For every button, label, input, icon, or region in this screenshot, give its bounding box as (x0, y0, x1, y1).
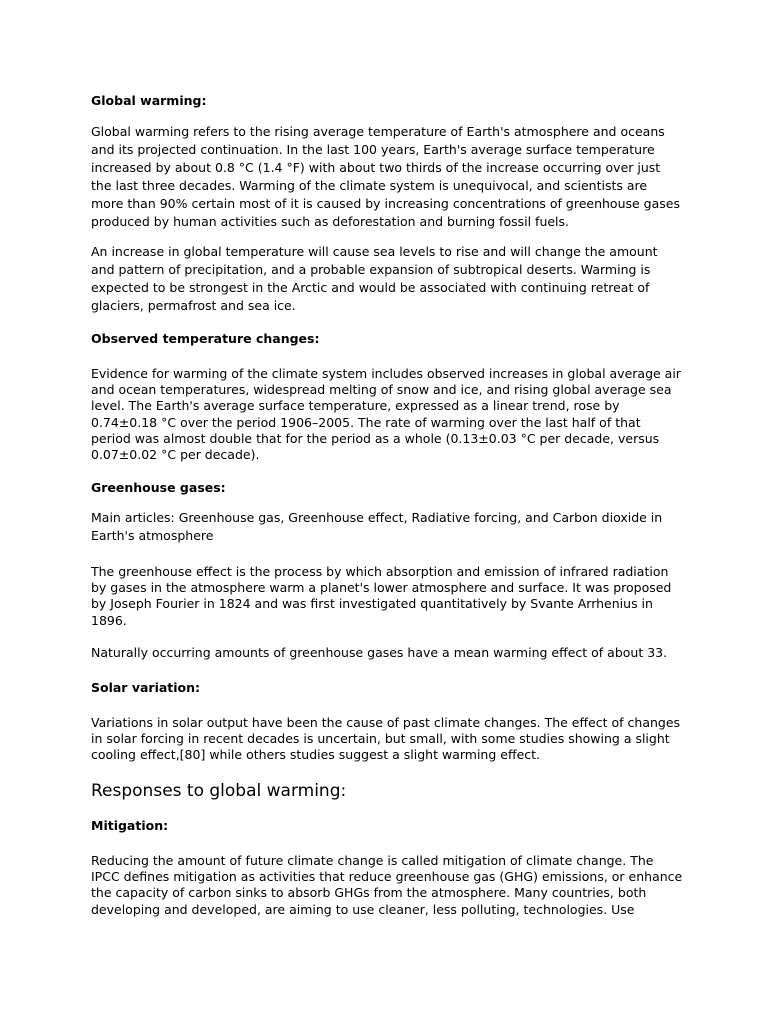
paragraph-greenhouse-natural: Naturally occurring amounts of greenhouse gases have a mean warming effect of about 33. (91, 645, 668, 660)
paragraph-mitigation: Reducing the amount of future climate change is called mitigation of climate change. The IPCC defines mitigation as activities that reduce greenhouse gas (GHG) emissions, or enhance the capacity of carbon sinks to absorb GHGs from the atmosphere. Many countries, both developing and developed, are aiming to use cleaner, less polluting, technologies. Use (91, 853, 683, 917)
heading-global-warming: Global warming: (91, 93, 207, 108)
paragraph-greenhouse-effect: The greenhouse effect is the process by which absorption and emission of infrared radiation by gases in the atmosphere warm a planet's lower atmosphere and surface. It was proposed by Joseph Fourier in 1824 and was first investigated quantitatively by Svante Arrhenius in 1896. (91, 564, 672, 628)
paragraph-global-warming-effects: An increase in global temperature will cause sea levels to rise and will change the amount and pattern of precipitation, and a probable expansion of subtropical deserts. Warming is expected to be strongest in the Arctic and would be associated with continuing retreat of glaciers, permafrost and sea ice. (91, 244, 658, 313)
paragraph-solar-variation: Variations in solar output have been the cause of past climate changes. The effect of changes in solar forcing in recent decades is uncertain, but small, with some studies showing a slight cooling effect,[80] while others studies suggest a slight warming effect. (91, 715, 681, 763)
paragraph-observed-temperature: Evidence for warming of the climate system includes observed increases in global average air and ocean temperatures, widespread melting of snow and ice, and rising global average sea level. The Earth's average surface temperature, expressed as a linear trend, rose by 0.74±0.18 °C over the period 1906–2005. The rate of warming over the last half of that period was almost double that for the period as a whole (0.13±0.03 °C per decade, versus 0.07±0.02 °C per decade). (91, 366, 681, 463)
heading-greenhouse-gases: Greenhouse gases: (91, 480, 226, 495)
paragraph-global-warming-intro: Global warming refers to the rising average temperature of Earth's atmosphere and oceans and its projected continuation. In the last 100 years, Earth's average surface temperature increased by about 0.8 °C (1.4 °F) with about two thirds of the increase occurring over just the last three decades. Warming of the climate system is unequivocal, and scientists are more than 90% certain most of it is caused by increasing concentrations of greenhouse gases produced by human activities such as deforestation and burning fossil fuels. (91, 124, 680, 229)
paragraph-greenhouse-main-articles: Main articles: Greenhouse gas, Greenhouse effect, Radiative forcing, and Carbon dioxide in Earth's atmosphere (91, 510, 663, 543)
heading-responses-to-global-warming: Responses to global warming: (91, 781, 347, 801)
heading-mitigation: Mitigation: (91, 818, 169, 833)
heading-solar-variation: Solar variation: (91, 680, 201, 695)
heading-observed-temperature-changes: Observed temperature changes: (91, 331, 320, 346)
